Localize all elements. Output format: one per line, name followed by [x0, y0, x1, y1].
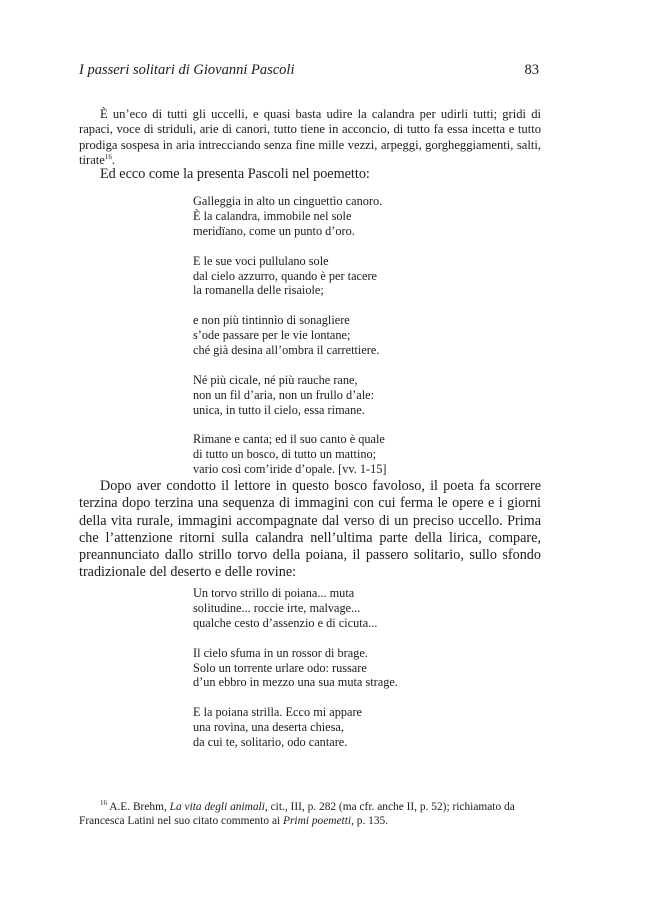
- verse-line: s’ode passare per le vie lontane;: [193, 328, 351, 343]
- footnote-number: 16: [100, 799, 107, 807]
- verse-line: Solo un torrente urlare odo: russare: [193, 660, 367, 675]
- stanza: [193, 254, 553, 299]
- quoted-paragraph-text: È un’eco di tutti gli uccelli, e quasi basta udire la calandra per udirli tutti; gridi di rapaci, voce di striduli, arie di canori, tutto tiene in acconcio, di tutto fa essa incetta e tutto prodiga sospesa in aria intrecciando senza fine mille vezzi, arpeggi, gorgheggiamenti, salti, tirate: [79, 107, 541, 167]
- verse-line: la romanella delle risaiole;: [193, 283, 324, 298]
- verse-line: ché già desina all’ombra il carrettiere.: [193, 343, 380, 358]
- stanza: [193, 373, 553, 418]
- verse-block-2: [193, 586, 553, 750]
- verse-line: di tutto un bosco, di tutto un mattino;: [193, 447, 377, 462]
- stanza: [193, 586, 553, 631]
- verse-line: da cui te, solitario, odo cantare.: [193, 735, 348, 750]
- running-title: I passeri solitari di Giovanni Pascoli: [79, 62, 295, 78]
- quoted-paragraph-body: [79, 107, 541, 168]
- verse-line: È la calandra, immobile nel sole: [193, 208, 352, 223]
- quoted-paragraph: [79, 107, 541, 168]
- footnote-work-title: La vita degli animali: [169, 801, 265, 813]
- verse-line: solitudine... roccie irte, malvage...: [193, 600, 361, 615]
- stanza: [193, 646, 553, 691]
- verse-line: Né più cicale, né più rauche rane,: [193, 372, 358, 387]
- verse-line: Il cielo sfuma in un rossor di brage.: [193, 645, 368, 660]
- verse-block-1: [193, 194, 553, 477]
- verse-line: qualche cesto d’assenzio e di cicuta...: [193, 615, 378, 630]
- verse-line: unica, in tutto il cielo, essa rimane.: [193, 402, 365, 417]
- footnote: [79, 800, 541, 829]
- footnote-end: , p. 135.: [351, 815, 389, 828]
- stanza: [193, 432, 553, 477]
- quoted-paragraph-end: .: [111, 152, 116, 167]
- footnote-citation: , cit., III, p. 282 (ma cfr. anche II, p. 52); richiamato da Francesca Latini nel suo citato commento ai: [79, 801, 515, 828]
- stanza: [193, 313, 553, 358]
- stanza: [193, 705, 553, 750]
- running-head: [79, 62, 539, 79]
- intro-paragraph: Ed ecco come la presenta Pascoli nel poemetto:: [100, 166, 370, 182]
- verse-line: meridïano, come un punto d’oro.: [193, 223, 355, 238]
- stanza: [193, 194, 553, 239]
- verse-line: d’un ebbro in mezzo una sua muta strage.: [193, 675, 398, 690]
- verse-line: Galleggia in alto un cinguettìo canoro.: [193, 194, 383, 208]
- footnote-work-title-2: Primi poemetti: [283, 815, 352, 828]
- verse-line: Rimane e canta; ed il suo canto è quale: [193, 432, 385, 447]
- verse-line: dal cielo azzurro, quando è per tacere: [193, 268, 378, 283]
- verse-line: E la poiana strilla. Ecco mi appare: [193, 705, 363, 720]
- verse-line: una rovina, una deserta chiesa,: [193, 720, 344, 735]
- footnote-author: A.E. Brehm,: [109, 801, 167, 813]
- verse-line: non un fil d’aria, non un frullo d’ale:: [193, 387, 374, 402]
- body-paragraph: Dopo aver condotto il lettore in questo bosco favoloso, il poeta fa scorrere terzina dopo terzina una sequenza di immagini con cui ferma le opere e i giorni della vita rurale, immagini accompagnate dal verso di un preciso uccello. Prima che l’attenzione ritorni sulla calandra nell’ultima parte della lirica, compare, preannunciato dallo strillo torvo della poiana, il passero solitario, sullo sfondo tradizionale del deserto e delle rovine:: [79, 478, 541, 581]
- verse-line: e non più tintinnìo di sonagliere: [193, 313, 350, 328]
- footnote-reference: 16: [104, 152, 112, 161]
- verse-line: Un torvo strillo di poiana... muta: [193, 586, 355, 600]
- page-number: 83: [524, 62, 539, 78]
- verse-line: vario così com’iride d’opale. [vv. 1-15]: [193, 462, 387, 477]
- verse-line: E le sue voci pullulano sole: [193, 253, 329, 268]
